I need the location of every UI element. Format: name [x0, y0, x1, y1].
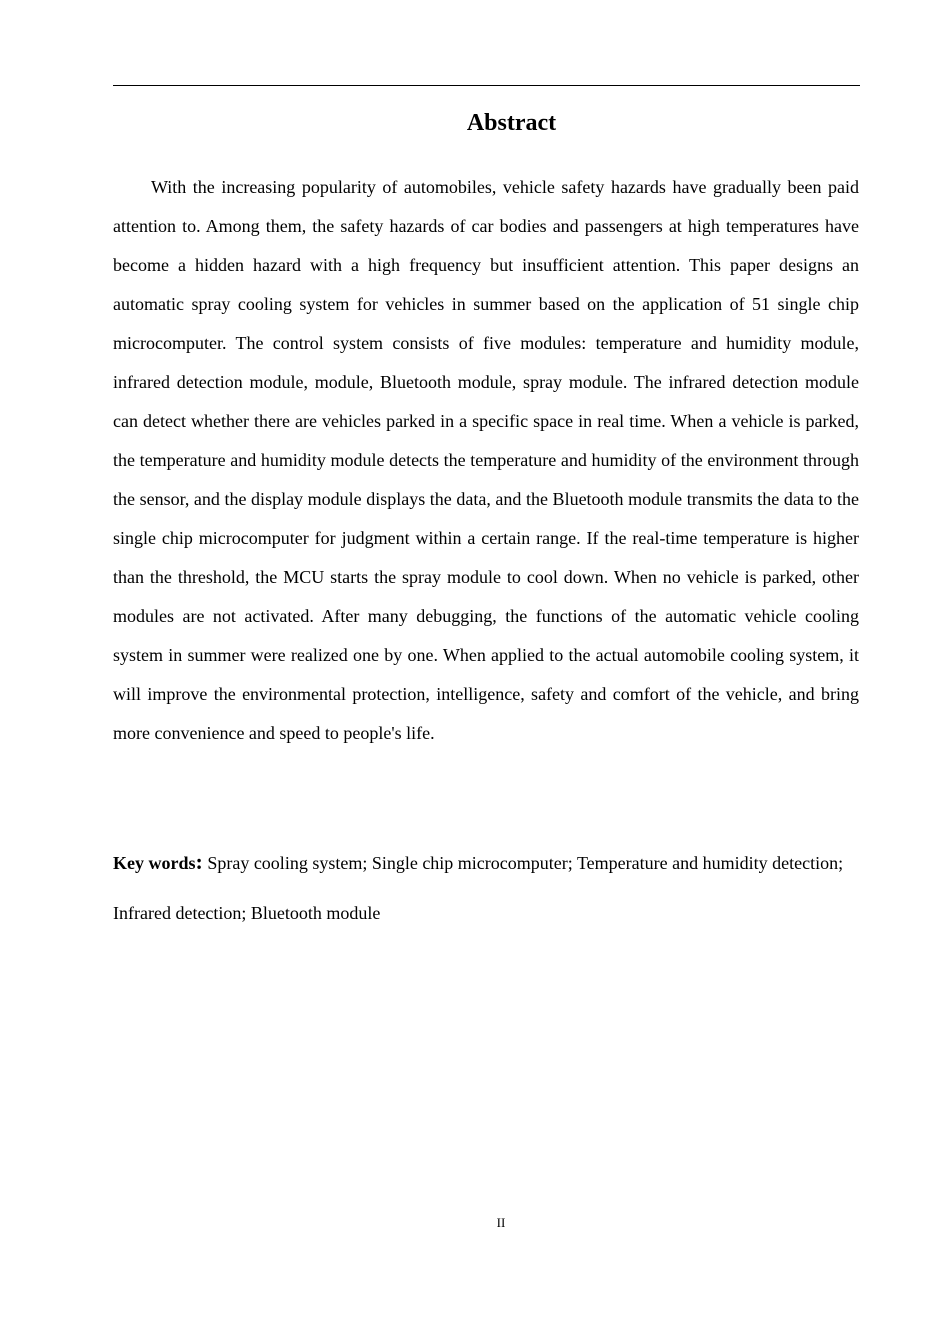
keywords-label: Key words: [113, 853, 196, 873]
keywords-text: Spray cooling system; Single chip microcomputer; Temperature and humidity detection; Infrared detection; Bluetooth module: [113, 853, 844, 923]
keywords: [113, 837, 859, 938]
abstract-title: Abstract: [466, 110, 557, 136]
page-number: II: [496, 1215, 506, 1230]
header-rule: [113, 85, 860, 86]
abstract-body: With the increasing popularity of automobiles, vehicle safety hazards have gradually been paid attention to. Among them, the safety hazards of car bodies and passengers at high temperatures have become a hidden hazard with a high frequency but insufficient attention. This paper designs an automatic spray cooling system for vehicles in summer based on the application of 51 single chip microcomputer. The control system consists of five modules: temperature and humidity module, infrared detection module, module, Bluetooth module, spray module. The infrared detection module can detect whether there are vehicles parked in a specific space in real time. When a vehicle is parked, the temperature and humidity module detects the temperature and humidity of the environment through the sensor, and the display module displays the data, and the Bluetooth module transmits the data to the single chip microcomputer for judgment within a certain range. If the real-time temperature is higher than the threshold, the MCU starts the spray module to cool down. When no vehicle is parked, other modules are not activated. After many debugging, the functions of the automatic vehicle cooling system in summer were realized one by one. When applied to the actual automobile cooling system, it will improve the environmental protection, intelligence, safety and comfort of the vehicle, and bring more convenience and speed to people's life.: [113, 177, 859, 743]
keywords-colon: :: [195, 849, 203, 874]
